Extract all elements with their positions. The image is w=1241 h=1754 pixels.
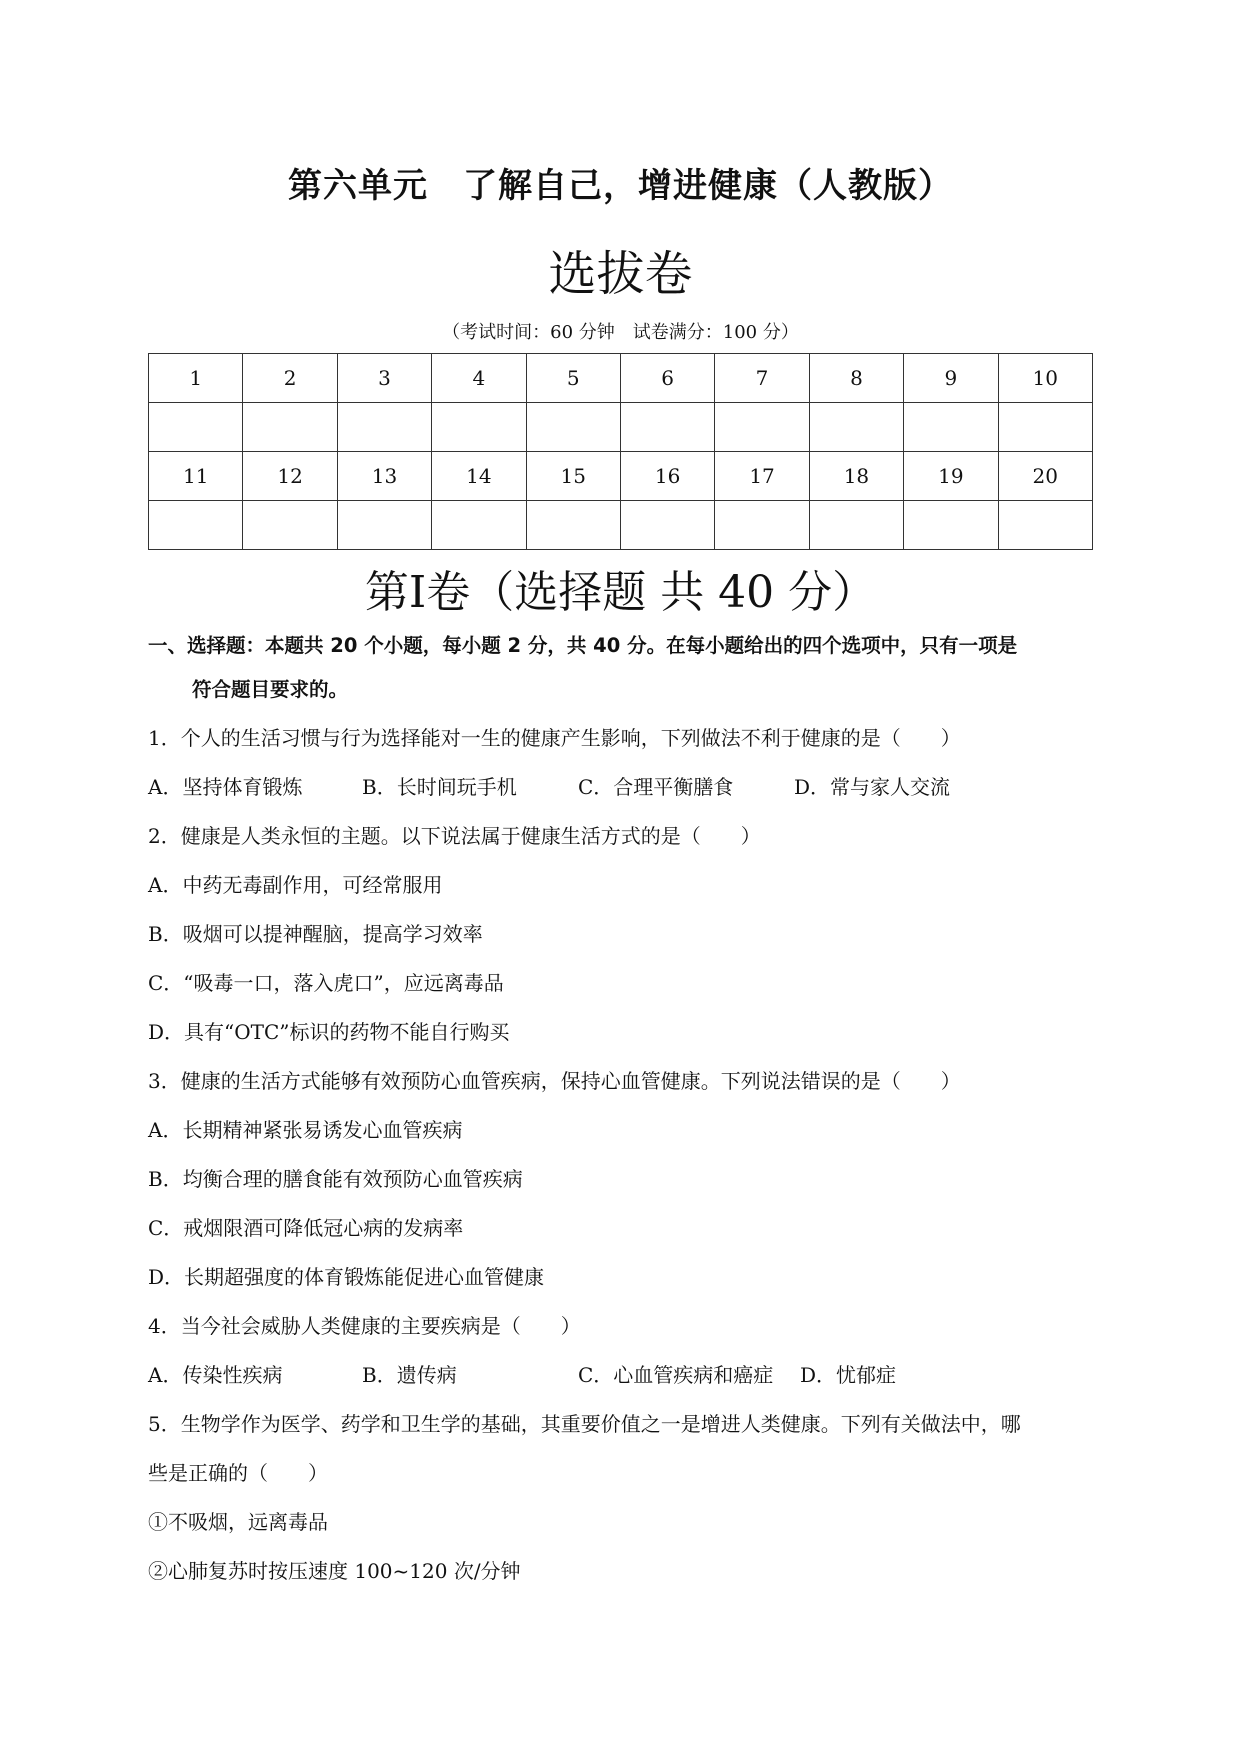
section-instruction xyxy=(148,624,1098,712)
grid-answer-cell[interactable] xyxy=(904,501,998,550)
answer-grid-blank-row xyxy=(149,501,1093,550)
grid-number-cell: 20 xyxy=(998,452,1092,501)
option-d[interactable]: D．具有“OTC”标识的药物不能自行购买 xyxy=(148,1020,510,1044)
option-c[interactable]: C．心血管疾病和癌症 xyxy=(578,1363,774,1387)
answer-grid-number-row xyxy=(149,354,1093,403)
option-a[interactable]: A．长期精神紧张易诱发心血管疾病 xyxy=(148,1118,463,1142)
grid-answer-cell[interactable] xyxy=(243,501,337,550)
page-title: 第六单元 了解自己，增进健康（人教版） xyxy=(288,166,953,206)
grid-number-cell: 11 xyxy=(149,452,243,501)
section-heading: 第I卷（选择题 共 40 分） xyxy=(364,567,877,618)
option-b[interactable]: B．吸烟可以提神醒脑，提高学习效率 xyxy=(148,922,483,946)
grid-answer-cell[interactable] xyxy=(715,501,809,550)
option-a[interactable]: A．坚持体育锻炼 xyxy=(148,775,303,799)
question-options-1 xyxy=(148,763,1098,812)
grid-number-cell: 1 xyxy=(149,354,243,403)
option-b[interactable]: B．遗传病 xyxy=(362,1363,457,1387)
option-b[interactable]: B．均衡合理的膳食能有效预防心血管疾病 xyxy=(148,1167,523,1191)
grid-answer-cell[interactable] xyxy=(904,403,998,452)
grid-number-cell: 9 xyxy=(904,354,998,403)
grid-answer-cell[interactable] xyxy=(998,501,1092,550)
grid-answer-cell[interactable] xyxy=(620,501,714,550)
grid-number-cell: 13 xyxy=(337,452,431,501)
grid-number-cell: 14 xyxy=(432,452,526,501)
grid-number-cell: 8 xyxy=(809,354,903,403)
grid-number-cell: 19 xyxy=(904,452,998,501)
statement-item-2: ②心肺复苏时按压速度 100~120 次/分钟 xyxy=(148,1559,521,1583)
grid-number-cell: 16 xyxy=(620,452,714,501)
grid-number-cell: 4 xyxy=(432,354,526,403)
grid-answer-cell[interactable] xyxy=(809,403,903,452)
option-c[interactable]: C．戒烟限酒可降低冠心病的发病率 xyxy=(148,1216,464,1240)
option-b[interactable]: B．长时间玩手机 xyxy=(362,775,517,799)
grid-answer-cell[interactable] xyxy=(432,501,526,550)
grid-number-cell: 3 xyxy=(337,354,431,403)
grid-number-cell: 7 xyxy=(715,354,809,403)
question-stem-5: 5．生物学作为医学、药学和卫生学的基础，其重要价值之一是增进人类健康。下列有关做法中，哪 xyxy=(148,1412,1021,1436)
option-c[interactable]: C．合理平衡膳食 xyxy=(578,775,734,799)
grid-answer-cell[interactable] xyxy=(149,403,243,452)
grid-number-cell: 12 xyxy=(243,452,337,501)
question-stem-5-continued: 些是正确的（ ） xyxy=(148,1461,328,1485)
grid-answer-cell[interactable] xyxy=(337,501,431,550)
grid-answer-cell[interactable] xyxy=(149,501,243,550)
grid-answer-cell[interactable] xyxy=(620,403,714,452)
grid-number-cell: 2 xyxy=(243,354,337,403)
option-c[interactable]: C．“吸毒一口，落入虎口”，应远离毒品 xyxy=(148,971,504,995)
answer-grid-number-row xyxy=(149,452,1093,501)
option-a[interactable]: A．传染性疾病 xyxy=(148,1363,283,1387)
option-d[interactable]: D．忧郁症 xyxy=(800,1363,897,1387)
grid-number-cell: 18 xyxy=(809,452,903,501)
grid-answer-cell[interactable] xyxy=(432,403,526,452)
grid-number-cell: 6 xyxy=(620,354,714,403)
answer-grid xyxy=(148,353,1093,550)
grid-answer-cell[interactable] xyxy=(337,403,431,452)
grid-answer-cell[interactable] xyxy=(715,403,809,452)
question-stem-1: 1．个人的生活习惯与行为选择能对一生的健康产生影响，下列做法不利于健康的是（ ） xyxy=(148,726,961,750)
grid-number-cell: 17 xyxy=(715,452,809,501)
question-stem-4: 4．当今社会威胁人类健康的主要疾病是（ ） xyxy=(148,1314,581,1338)
instruction-line: 一、选择题：本题共 20 个小题，每小题 2 分，共 40 分。在每小题给出的四个选项中，只有一项是 xyxy=(148,634,1018,657)
instruction-line: 符合题目要求的。 xyxy=(192,678,349,701)
grid-answer-cell[interactable] xyxy=(809,501,903,550)
statement-item-1: ①不吸烟，远离毒品 xyxy=(148,1510,328,1534)
grid-answer-cell[interactable] xyxy=(243,403,337,452)
option-d[interactable]: D．长期超强度的体育锻炼能促进心血管健康 xyxy=(148,1265,545,1289)
grid-number-cell: 15 xyxy=(526,452,620,501)
grid-number-cell: 10 xyxy=(998,354,1092,403)
exam-info: （考试时间：60 分钟 试卷满分：100 分） xyxy=(442,322,799,343)
answer-grid-blank-row xyxy=(149,403,1093,452)
option-d[interactable]: D．常与家人交流 xyxy=(794,775,951,799)
option-a[interactable]: A．中药无毒副作用，可经常服用 xyxy=(148,873,443,897)
question-stem-3: 3．健康的生活方式能够有效预防心血管疾病，保持心血管健康。下列说法错误的是（ ） xyxy=(148,1069,961,1093)
grid-answer-cell[interactable] xyxy=(526,403,620,452)
question-options-4 xyxy=(148,1351,1098,1400)
grid-answer-cell[interactable] xyxy=(526,501,620,550)
grid-answer-cell[interactable] xyxy=(998,403,1092,452)
page-subtitle: 选拔卷 xyxy=(548,246,693,302)
grid-number-cell: 5 xyxy=(526,354,620,403)
question-stem-2: 2．健康是人类永恒的主题。以下说法属于健康生活方式的是（ ） xyxy=(148,824,761,848)
